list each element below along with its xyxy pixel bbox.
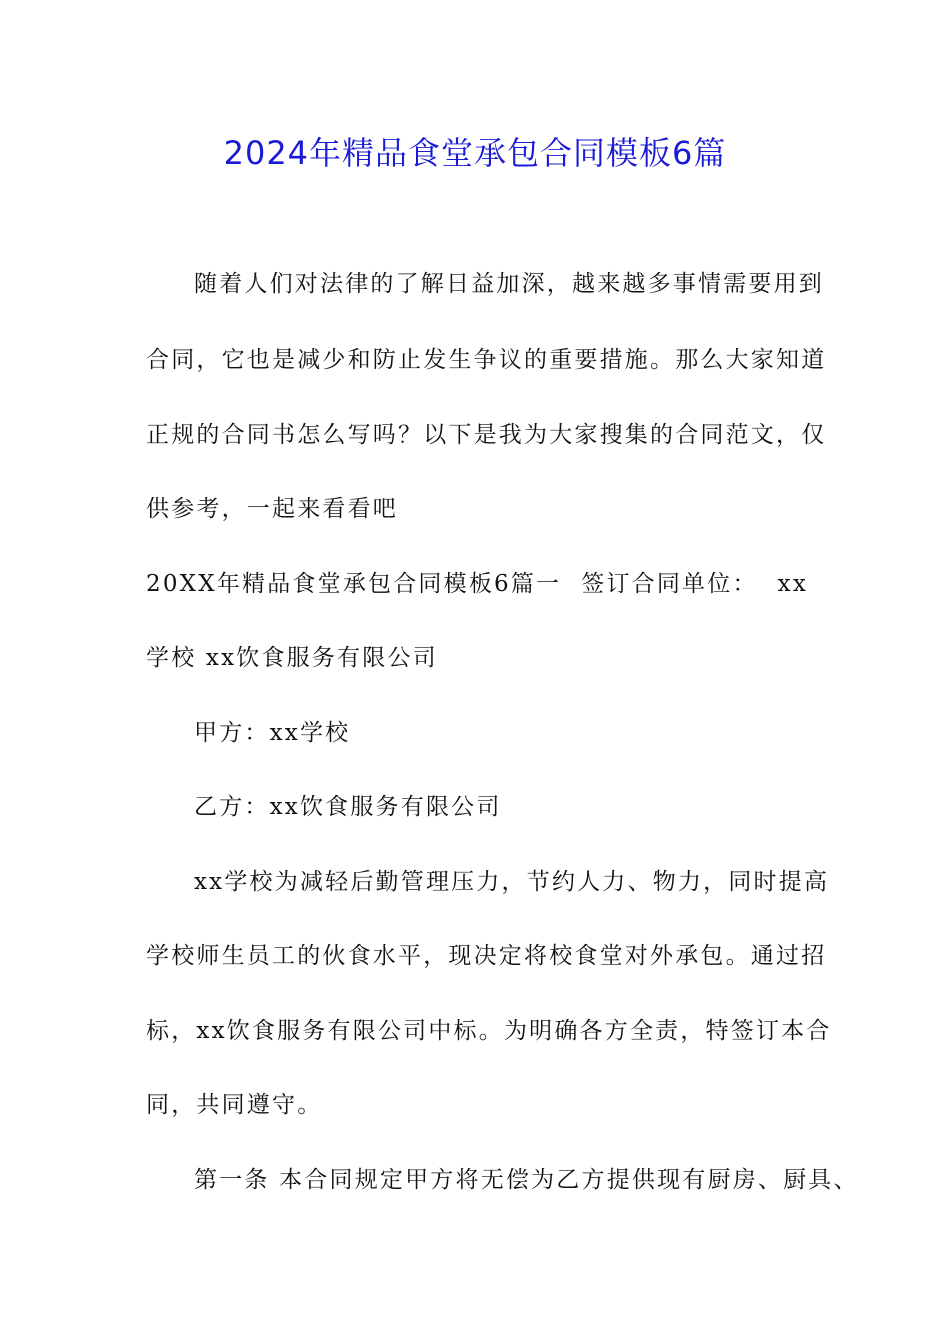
intro-line-2: 合同，它也是减少和防止发生争议的重要措施。那么大家知道	[146, 347, 827, 373]
section-heading-units-value: xx	[777, 571, 808, 597]
para2-line-2: 学校师生员工的伙食水平，现决定将校食堂对外承包。通过招	[146, 943, 827, 969]
section-heading-title: 20XX年精品食堂承包合同模板6篇一	[146, 571, 562, 597]
para2-line-3: 标，xx饮食服务有限公司中标。为明确各方全责，特签订本合	[146, 1018, 832, 1044]
document-body	[146, 0, 859, 1344]
para2-line-4: 同，共同遵守。	[146, 1092, 323, 1118]
intro-line-3: 正规的合同书怎么写吗？以下是我为大家搜集的合同范文，仅	[146, 422, 827, 448]
party-a-line: 甲方：xx学校	[194, 720, 351, 746]
intro-line-4: 供参考，一起来看看吧	[146, 496, 398, 522]
section-heading-continued: 学校 xx饮食服务有限公司	[146, 645, 438, 671]
intro-line-1: 随着人们对法律的了解日益加深，越来越多事情需要用到	[194, 271, 824, 297]
article-1-line: 第一条 本合同规定甲方将无偿为乙方提供现有厨房、厨具、	[194, 1167, 859, 1193]
party-b-line: 乙方：xx饮食服务有限公司	[194, 794, 502, 820]
para2-line-1: xx学校为减轻后勤管理压力，节约人力、物力，同时提高	[194, 869, 830, 895]
section-heading	[146, 564, 808, 604]
section-heading-units-label: 签订合同单位：	[581, 571, 758, 597]
document-title: 2024年精品食堂承包合同模板6篇	[223, 134, 727, 172]
